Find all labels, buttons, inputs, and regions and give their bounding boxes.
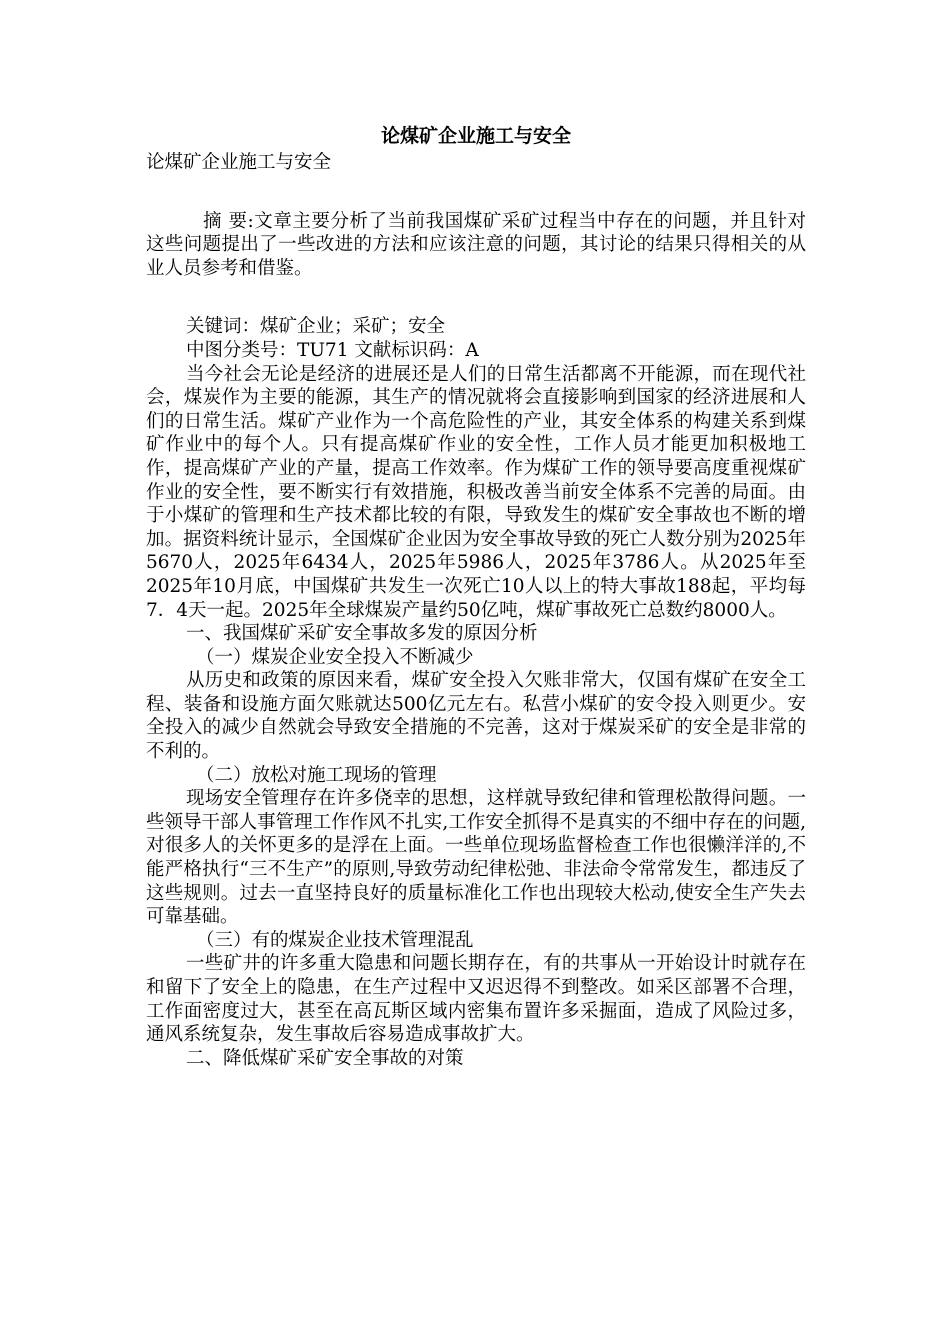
document-subtitle: 论煤矿企业施工与安全: [146, 152, 332, 173]
document-title: 论煤矿企业施工与安全: [380, 125, 571, 147]
abstract-paragraph: 摘 要:文章主要分析了当前我国煤矿采矿过程当中存在的问题，并且针对这些问题提出了一些改进的方法和应该注意的问题，其讨论的结果只得相关的从业人员参考和借鉴。: [146, 210, 806, 279]
body-paragraph: 现场安全管理存在许多侥幸的思想，这样就导致纪律和管理松散得问题。一些领导干部人事管理工作作风不扎实,工作安全抓得不是真实的不细中存在的问题,对很多人的关怀更多的是浮在上面。一些单位现场监督检查工作也很懒洋洋的,不能严格执行“三不生产”的原则,导致劳动纪律松弛、非法命令常常发生，都违反了这些规则。过去一直坚持良好的质量标准化工作也出现较大松动,使安全生产失去可靠基础。: [146, 788, 806, 928]
document-page: [146, 121, 806, 1070]
classification-line: 中图分类号：TU71 文献标识码：A: [186, 339, 479, 361]
subsection-heading: （一）煤炭企业安全投入不断减少: [196, 646, 474, 668]
keywords-line: 关键词：煤矿企业；采矿；安全: [186, 316, 446, 338]
section-heading: 一、我国煤矿采矿安全事故多发的原因分析: [186, 623, 538, 645]
intro-paragraph: 当今社会无论是经济的进展还是人们的日常生活都离不开能源，而在现代社会，煤炭作为主要的能源，其生产的情况就将会直接影响到国家的经济进展和人们的日常生活。煤矿产业作为一个高危险性的产业，其安全体系的构建关系到煤矿作业中的每个人。只有提高煤矿作业的安全性，工作人员才能更加积极地工作，提高煤矿产业的产量，提高工作效率。作为煤矿工作的领导要高度重视煤矿作业的安全性，要不断实行有效措施，积极改善当前安全体系不完善的局面。由于小煤矿的管理和生产技术都比较的有限，导致发生的煤矿安全事故也不断的增加。据资料统计显示，全国煤矿企业因为安全事故导致的死亡人数分别为2025年5670人，2025年6434人，2025年5986人，2025年3786人。从2025年至2025年10月底，中国煤矿共发生一次死亡10人以上的特大事故188起，平均每7．4天一起。2025年全球煤炭产量约50亿吨，煤矿事故死亡总数约8000人。: [146, 363, 806, 621]
body-paragraph: 从历史和政策的原因来看，煤矿安全投入欠账非常大，仅国有煤矿在安全工程、装备和设施方面欠账就达500亿元左右。私营小煤矿的安令投入则更少。安全投入的减少自然就会导致安全措施的不完善，这对于煤炭采矿的安全是非常的不利的。: [146, 670, 806, 763]
subsection-heading: （二）放松对施工现场的管理: [196, 764, 437, 786]
body-paragraph: 一些矿井的许多重大隐患和问题长期存在，有的共事从一开始设计时就存在和留下了安全上的隐患，在生产过程中又迟迟得不到整改。如采区部署不合理，工作面密度过大，甚至在高瓦斯区域内密集布置许多采掘面，造成了风险过多，通风系统复杂，发生事故后容易造成事故扩大。: [146, 953, 806, 1046]
subsection-heading: （三）有的煤炭企业技术管理混乱: [196, 929, 474, 951]
section-heading: 二、降低煤矿采矿安全事故的对策: [186, 1047, 464, 1069]
